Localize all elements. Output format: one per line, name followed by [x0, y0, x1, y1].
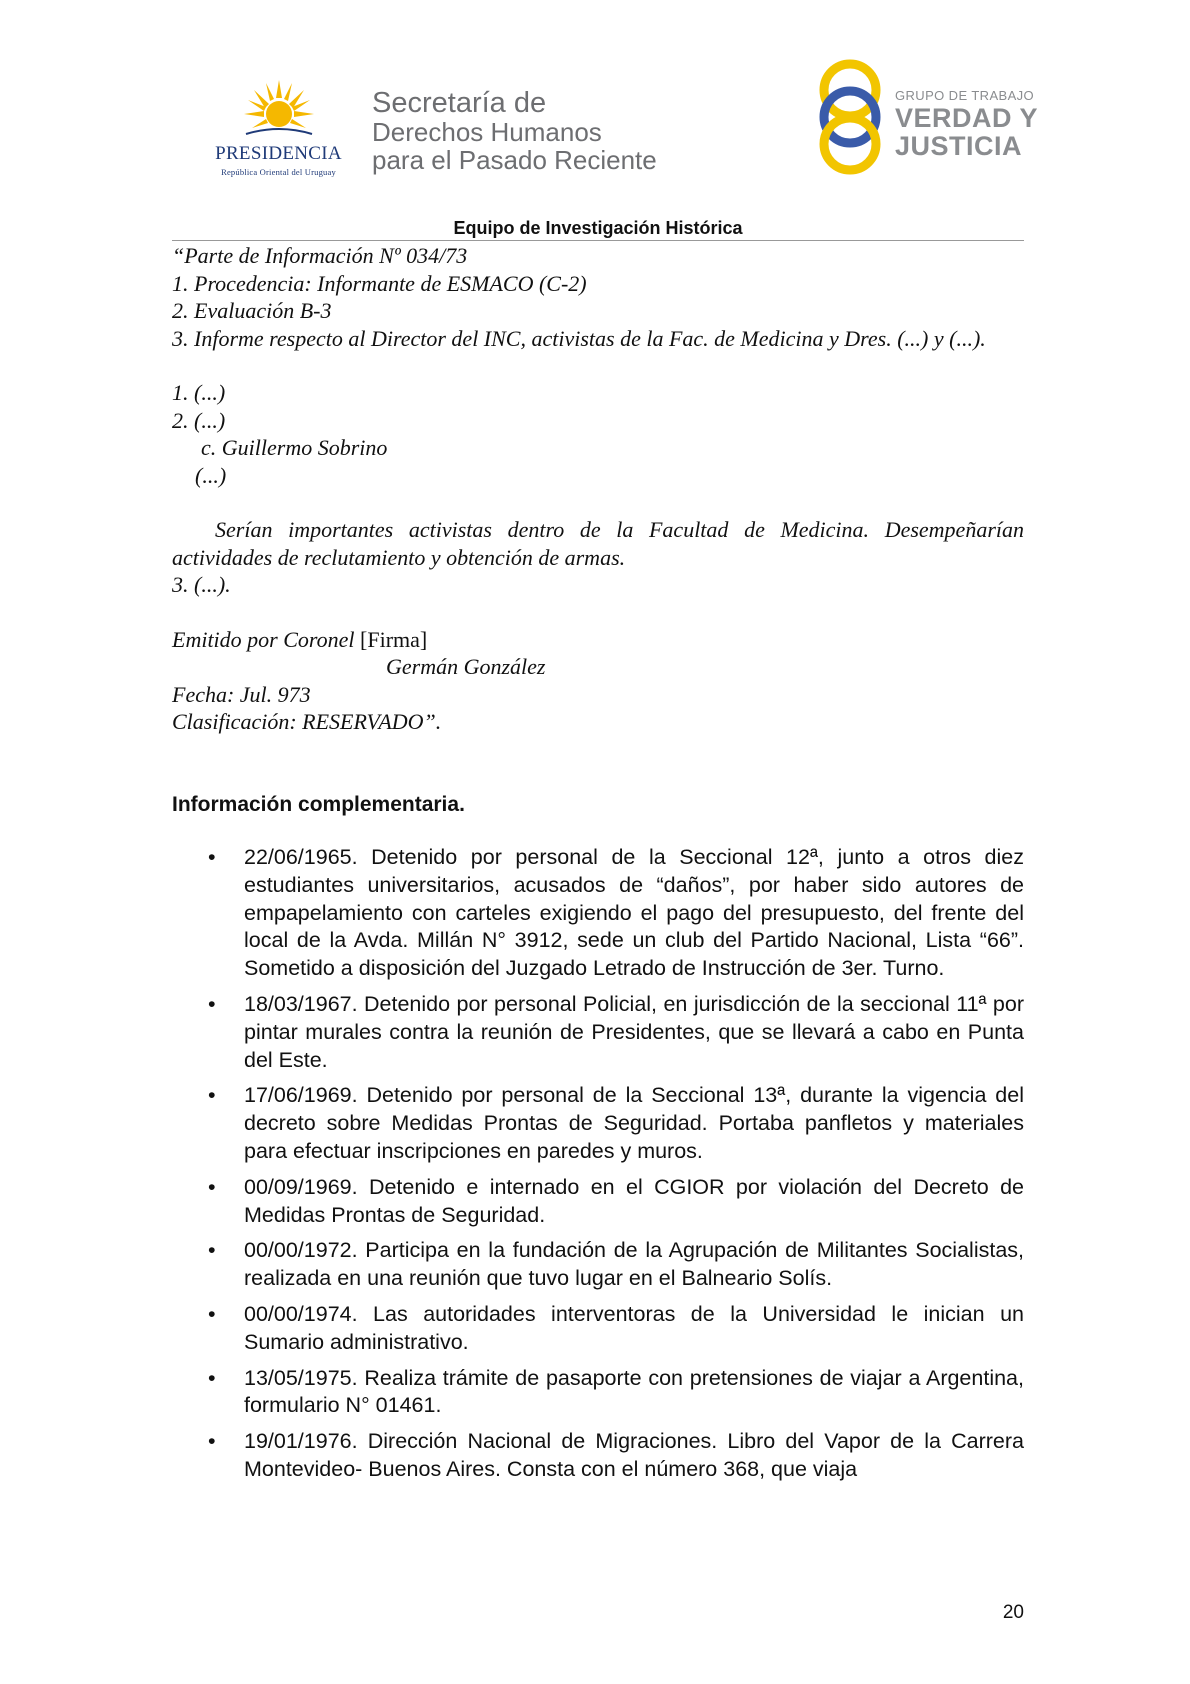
bullet-icon: • [208, 1301, 216, 1326]
list-item [172, 1237, 1024, 1293]
complementary-heading: Información complementaria. [172, 793, 465, 816]
bullet-icon: • [208, 1365, 216, 1390]
bullet-icon: • [208, 1238, 216, 1263]
signature-note: [Firma] [360, 626, 428, 652]
list-item-text: 18/03/1967. Detenido por personal Policial, en jurisdicción de la seccional 11ª por pintar murales contra la reunión de Presidentes, que se llevará a cabo en Punta del Este. [244, 991, 1024, 1072]
report-item-1: 1. (...) [172, 380, 226, 405]
team-heading: Equipo de Investigación Histórica [453, 218, 743, 238]
list-item-text: 13/05/1975. Realiza trámite de pasaporte con pretensiones de viajar a Argentina, formulario N° 01461. [244, 1365, 1024, 1418]
report-paragraph: Serían importantes activistas dentro de la Facultad de Medicina. Desempeñarían actividades de reclutamiento y obtención de armas. [172, 517, 1024, 570]
list-item [172, 844, 1024, 983]
presidencia-subtitle: República Oriental del Uruguay [221, 167, 336, 177]
secretaria-line-3: para el Pasado Reciente [372, 145, 657, 175]
report-signer: Germán González [386, 654, 546, 679]
bullet-icon: • [208, 845, 216, 869]
report-classification: Clasificación: RESERVADO”. [172, 709, 442, 734]
page-number: 20 [1002, 1602, 1024, 1623]
list-item-text: 22/06/1965. Detenido por personal de la Seccional 12ª, junto a otros diez estudiantes universitarios, acusados de “daños”, por haber sido autores de empapelamiento con carteles exigiendo el pago del presupuesto, del frente del local de la Avda. Millán N° 3912, sede un club del Partido Nacional, Lista “66”. Sometido a disposición del Juzgado Letrado de Instrucción de 3er. Turno. [244, 845, 1024, 981]
presidencia-logo [196, 78, 361, 178]
list-item [172, 991, 1024, 1074]
secretaria-logo [372, 88, 657, 174]
gtvj-line-1: GRUPO DE TRABAJO [895, 88, 1035, 103]
list-item [172, 1428, 1024, 1484]
gtvj-line-2: VERDAD Y [895, 103, 1039, 133]
report-subitem-ellipsis: (...) [195, 462, 227, 488]
linked-rings-icon [815, 54, 885, 180]
quoted-report [172, 242, 1024, 736]
bullet-icon: • [208, 991, 216, 1016]
secretaria-line-1: Secretaría de [372, 87, 547, 119]
bullet-icon: • [208, 1174, 216, 1199]
complementary-list [172, 844, 1024, 1492]
report-item-2: 2. (...) [172, 407, 226, 433]
gtvj-line-3: JUSTICIA [895, 131, 1023, 161]
list-item-text: 19/01/1976. Dirección Nacional de Migraciones. Libro del Vapor de la Carrera Montevideo- Buenos Aires. Consta con el número 368, que viaja [244, 1429, 1024, 1481]
report-date: Fecha: Jul. 973 [172, 681, 311, 707]
emitted-by: Emitido por Coronel [172, 626, 355, 652]
report-evaluation: 2. Evaluación B-3 [172, 298, 332, 323]
list-item [172, 1301, 1024, 1357]
presidencia-name: PRESIDENCIA [215, 143, 342, 164]
report-emitted [172, 626, 1024, 654]
report-subitem-c: c. Guillermo Sobrino [201, 435, 388, 460]
bullet-icon: • [208, 1429, 216, 1454]
list-item-text: 00/00/1972. Participa en la fundación de la Agrupación de Militantes Socialistas, realizada en una reunión que tuvo lugar en el Balneario Solís. [244, 1238, 1024, 1291]
header-divider [172, 240, 1024, 241]
list-item [172, 1082, 1024, 1165]
sun-icon [244, 78, 314, 140]
list-item-text: 17/06/1969. Detenido por personal de la Seccional 13ª, durante la vigencia del decreto sobre Medidas Prontas de Seguridad. Portaba panfletos y materiales para efectuar inscripciones en paredes y muros. [244, 1083, 1024, 1163]
secretaria-line-2: Derechos Humanos [372, 117, 602, 147]
list-item-text: 00/00/1974. Las autoridades interventoras de la Universidad le inician un Sumario administrativo. [244, 1301, 1024, 1354]
list-item [172, 1365, 1024, 1421]
report-title: “Parte de Información Nº 034/73 [172, 243, 468, 268]
report-origin: 1. Procedencia: Informante de ESMACO (C-2) [172, 270, 587, 296]
verdad-justicia-logo [895, 88, 1038, 160]
list-item-text: 00/09/1969. Detenido e internado en el CGIOR por violación del Decreto de Medidas Prontas de Seguridad. [244, 1174, 1024, 1227]
report-item-3: 3. (...). [172, 572, 231, 597]
report-subject: 3. Informe respecto al Director del INC, activistas de la Fac. de Medicina y Dres. (...) y (...). [172, 325, 986, 351]
list-item [172, 1174, 1024, 1230]
bullet-icon: • [208, 1083, 216, 1108]
